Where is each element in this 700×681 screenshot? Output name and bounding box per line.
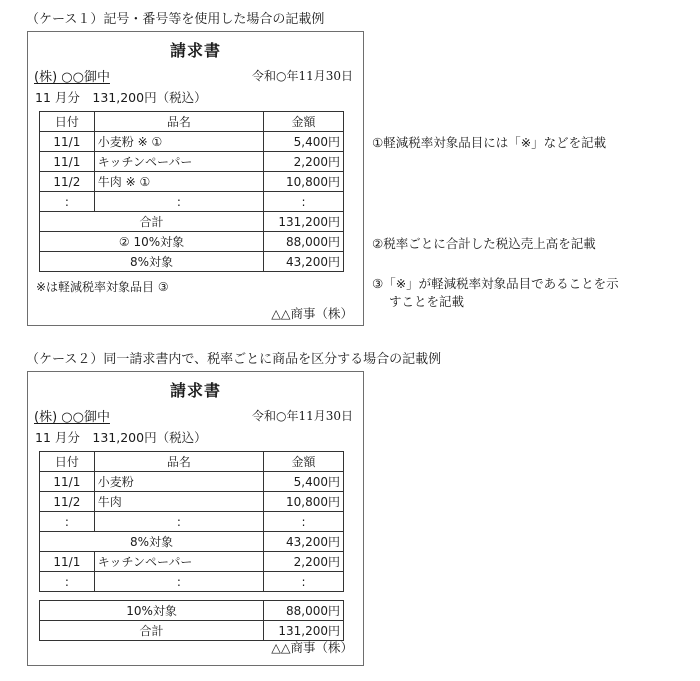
row-date: 11/2 (40, 492, 95, 512)
row-date: 11/1 (40, 472, 95, 492)
row-date: 11/2 (40, 172, 95, 192)
invoice-title: 請求書 (169, 381, 221, 400)
row-date: : (40, 572, 95, 592)
row-item: キッチンペーパー (94, 152, 263, 172)
invoice-title: 請求書 (169, 41, 221, 60)
row-date: 11/1 (40, 132, 95, 152)
invoice-issuer: △△商事（株） (271, 306, 353, 321)
row-item: 牛肉 ※ ① (94, 172, 263, 192)
table-row-ellipsis (40, 192, 344, 212)
invoice-table (39, 451, 344, 641)
row-date: 11/1 (40, 552, 95, 572)
invoice-issuer: △△商事（株） (271, 640, 353, 655)
row-date: : (40, 192, 95, 212)
invoice-addressee: (株) ○○御中 (34, 70, 110, 85)
annotation-2: ②税率ごとに合計した税込売上高を記載 (372, 236, 596, 251)
subtotal-row-8pct (40, 532, 344, 552)
table-row (40, 472, 344, 492)
table-row (40, 132, 344, 152)
header-amount: 金額 (264, 112, 344, 132)
annotation-3-line2: すことを記載 (389, 294, 465, 309)
row-amount: : (264, 572, 344, 592)
row-amount: : (264, 192, 344, 212)
invoice-addressee: (株) ○○御中 (34, 410, 110, 425)
invoice-footnote: ※は軽減税率対象品目 ③ (36, 280, 169, 294)
invoice-month-total: 11 月分 131,200円（税込） (35, 430, 207, 445)
summary-row-10pct (40, 232, 344, 252)
subtotal-amount: 43,200円 (264, 532, 344, 552)
case2-heading: （ケース２）同一請求書内で、税率ごとに商品を区分する場合の記載例 (26, 352, 442, 367)
row-date: 11/1 (40, 152, 95, 172)
row-amount: 5,400円 (264, 132, 344, 152)
subtotal-amount: 88,000円 (264, 601, 344, 621)
header-item: 品名 (94, 452, 263, 472)
row-amount: 2,200円 (264, 152, 344, 172)
table-row (40, 172, 344, 192)
row-item: 牛肉 (94, 492, 263, 512)
header-date: 日付 (40, 112, 95, 132)
table-row (40, 152, 344, 172)
row-item: : (94, 512, 263, 532)
table-header-row (40, 452, 344, 472)
invoice-month-total: 11 月分 131,200円（税込） (35, 90, 207, 105)
row-amount: 5,400円 (264, 472, 344, 492)
summary-label: 合計 (40, 212, 264, 232)
header-amount: 金額 (264, 452, 344, 472)
invoice-table (39, 111, 344, 272)
summary-label: 8%対象 (40, 252, 264, 272)
header-item: 品名 (94, 112, 263, 132)
row-item: : (94, 572, 263, 592)
row-item: 小麦粉 ※ ① (94, 132, 263, 152)
annotation-3-line1: ③「※」が軽減税率対象品目であることを示 (372, 276, 619, 291)
table-row-ellipsis (40, 572, 344, 592)
row-amount: 10,800円 (264, 172, 344, 192)
table-row-ellipsis (40, 512, 344, 532)
spacer-row (40, 592, 344, 601)
table-row (40, 492, 344, 512)
invoice-date: 令和○年11月30日 (251, 409, 353, 423)
subtotal-label: 8%対象 (40, 532, 264, 552)
summary-row-total (40, 212, 344, 232)
case1-heading: （ケース１）記号・番号等を使用した場合の記載例 (26, 12, 325, 27)
summary-row-8pct (40, 252, 344, 272)
summary-amount: 131,200円 (264, 212, 344, 232)
row-amount: : (264, 512, 344, 532)
summary-amount: 43,200円 (264, 252, 344, 272)
header-date: 日付 (40, 452, 95, 472)
subtotal-label: 10%対象 (40, 601, 264, 621)
row-item: : (94, 192, 263, 212)
grand-total-amount: 131,200円 (264, 621, 344, 641)
table-row (40, 552, 344, 572)
subtotal-row-10pct (40, 601, 344, 621)
summary-amount: 88,000円 (264, 232, 344, 252)
annotation-1: ①軽減税率対象品目には「※」などを記載 (372, 135, 607, 150)
row-amount: 10,800円 (264, 492, 344, 512)
case2-invoice (27, 371, 364, 666)
row-item: 小麦粉 (94, 472, 263, 492)
table-header-row (40, 112, 344, 132)
case1-invoice (27, 31, 364, 326)
row-amount: 2,200円 (264, 552, 344, 572)
invoice-date: 令和○年11月30日 (251, 69, 353, 83)
row-date: : (40, 512, 95, 532)
grand-total-label: 合計 (40, 621, 264, 641)
summary-label: ② 10%対象 (40, 232, 264, 252)
row-item: キッチンペーパー (94, 552, 263, 572)
